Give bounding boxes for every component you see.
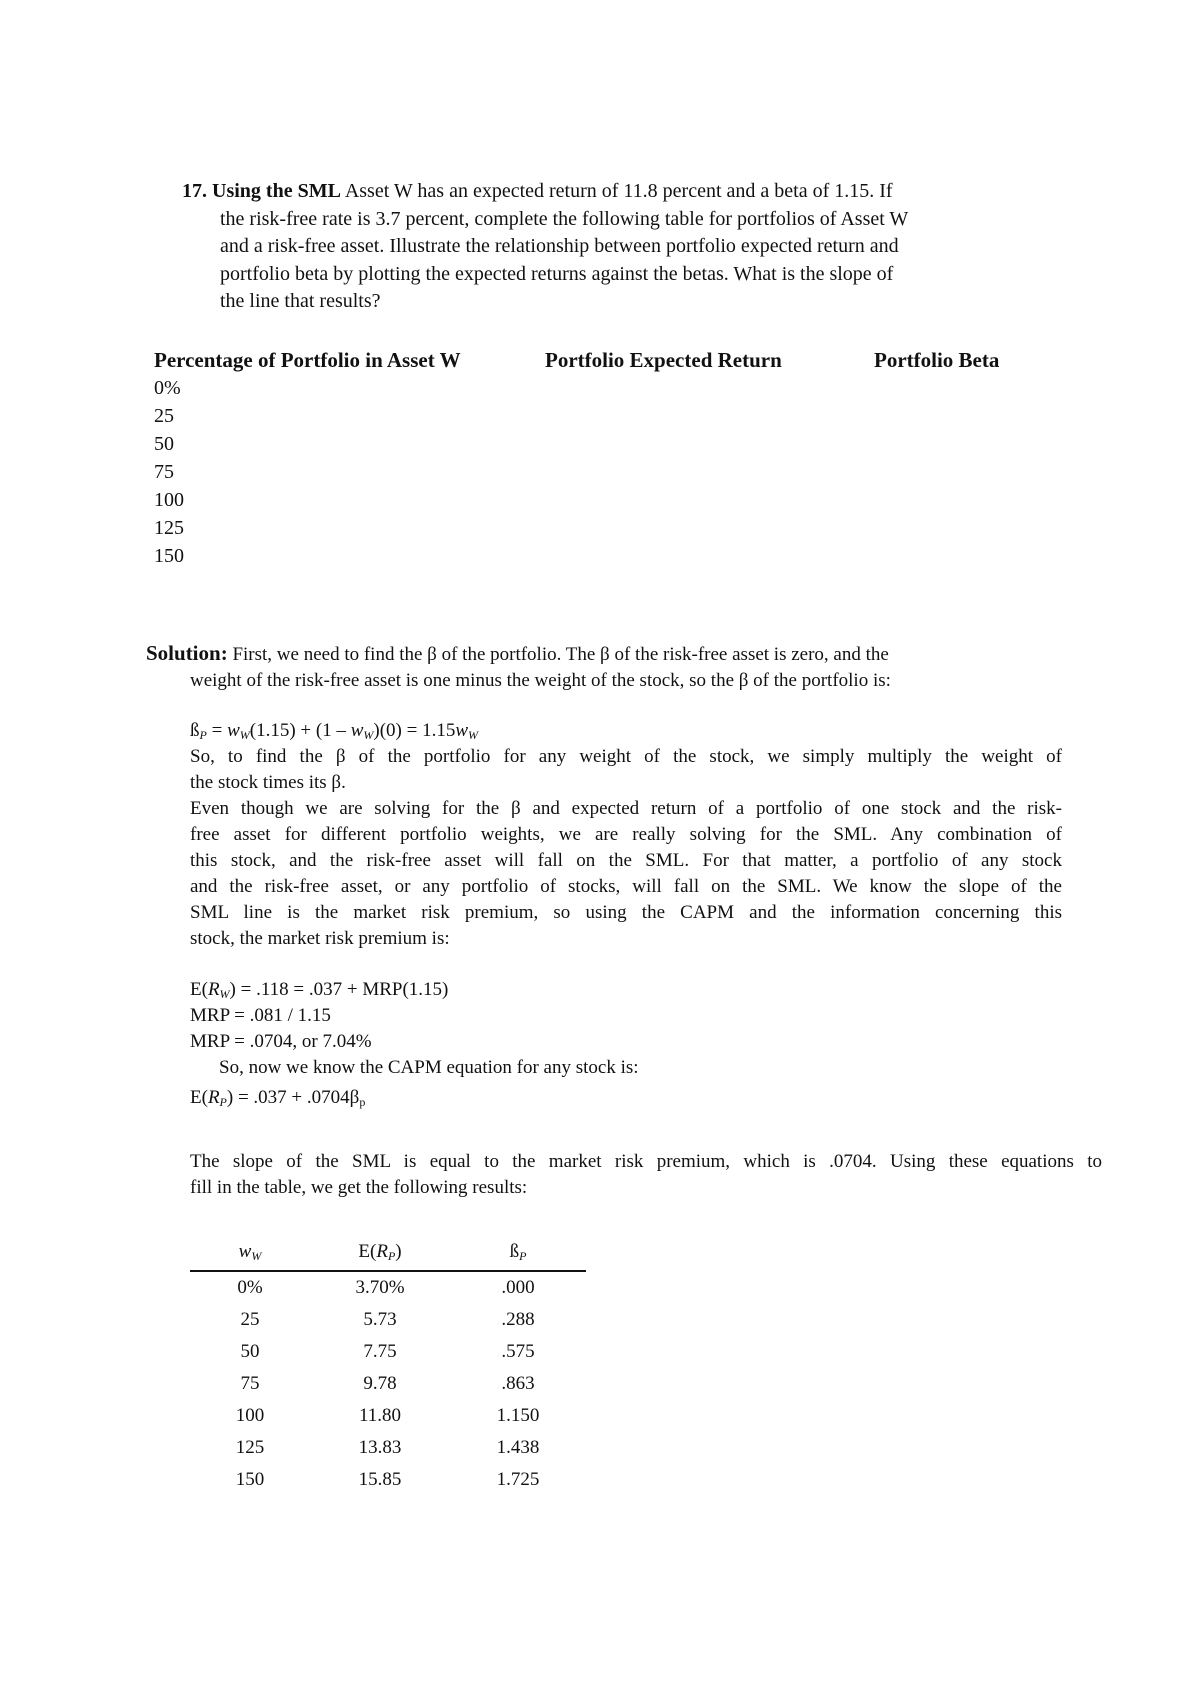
paragraph-line: The slope of the SML is equal to the market risk premium, which is .0704. Using these equations to bbox=[190, 1151, 1102, 1172]
table-row bbox=[190, 1304, 586, 1336]
expected-return-cell: 15.85 bbox=[358, 1469, 402, 1490]
table-row bbox=[190, 1368, 586, 1400]
beta-cell: 1.438 bbox=[496, 1437, 540, 1458]
table-row: 25 bbox=[154, 405, 174, 427]
beta-equation: $ß_P = w_W(1.15) + (1 - w_W)(0) = 1.15w_W$ bbox=[190, 720, 479, 742]
table-row: 125 bbox=[154, 517, 184, 539]
equation-mrp: MRP = .081 / 1.15 bbox=[190, 1005, 331, 1026]
beta-cell: 1.725 bbox=[496, 1469, 540, 1490]
expected-return-cell: 3.70% bbox=[355, 1277, 405, 1298]
problem-heading: Using the SML bbox=[212, 180, 341, 202]
table-row: 100 bbox=[154, 489, 184, 511]
beta-cell: 1.150 bbox=[496, 1405, 540, 1426]
table-row: 75 bbox=[154, 461, 174, 483]
paragraph-line: Even though we are solving for the β and expected return of a portfolio of one stock and the risk- bbox=[190, 798, 1062, 819]
weight-cell: 150 bbox=[235, 1469, 265, 1490]
paragraph-line: stock, the market risk premium is: bbox=[190, 928, 450, 949]
column-header-weight: $w_W$ bbox=[190, 1234, 310, 1271]
column-header-beta: $ß_P$ bbox=[450, 1234, 586, 1271]
paragraph-line: and the risk-free asset, or any portfolio of stocks, will fall on the SML. We know the slope of the bbox=[190, 876, 1062, 897]
column-header-expected-return: Portfolio Expected Return bbox=[545, 348, 782, 372]
problem-line: portfolio beta by plotting the expected returns against the betas. What is the slope of bbox=[220, 262, 894, 285]
expected-return-cell: 5.73 bbox=[363, 1309, 397, 1330]
solution-label: Solution: bbox=[146, 641, 228, 665]
equation-expected-return-w: $E(R_W) = .118 = .037 + MRP(1.15)$ bbox=[190, 979, 449, 1001]
beta-cell: .863 bbox=[501, 1373, 535, 1394]
paragraph-line: SML line is the market risk premium, so using the CAPM and the information concerning this bbox=[190, 902, 1062, 923]
problem-line: the line that results? bbox=[220, 290, 381, 312]
beta-cell: .000 bbox=[501, 1277, 535, 1298]
solution-text: First, we need to find the β of the portfolio. The β of the risk-free asset is zero, and the bbox=[232, 644, 889, 665]
capm-intro: So, now we know the CAPM equation for any stock is: bbox=[219, 1057, 639, 1078]
beta-cell: .288 bbox=[501, 1309, 535, 1330]
beta-cell: .575 bbox=[501, 1341, 535, 1362]
table-row: 0% bbox=[154, 377, 181, 399]
expected-return-cell: 7.75 bbox=[363, 1341, 397, 1362]
table-row: 150 bbox=[154, 545, 184, 567]
weight-cell: 0% bbox=[237, 1277, 263, 1298]
table-row bbox=[190, 1432, 586, 1464]
problem-first-line bbox=[182, 178, 1062, 206]
paragraph-line: free asset for different portfolio weights, we are really solving for the SML. Any combination of bbox=[190, 824, 1062, 845]
table-row bbox=[190, 1271, 586, 1304]
expected-return-cell: 13.83 bbox=[358, 1437, 402, 1458]
problem-line: the risk-free rate is 3.7 percent, complete the following table for portfolios of Asset W bbox=[220, 207, 909, 230]
paragraph-line: fill in the table, we get the following results: bbox=[190, 1177, 528, 1198]
table-header-row bbox=[190, 1234, 586, 1271]
paragraph-line: So, to find the β of the portfolio for any weight of the stock, we simply multiply the weight of bbox=[190, 746, 1062, 767]
table-row bbox=[190, 1336, 586, 1368]
expected-return-cell: 11.80 bbox=[358, 1405, 402, 1426]
table-row bbox=[190, 1464, 586, 1496]
results-table bbox=[190, 1234, 586, 1496]
weight-cell: 125 bbox=[235, 1437, 265, 1458]
paragraph-line: the stock times its β. bbox=[190, 772, 346, 793]
solution-first-line bbox=[146, 640, 1062, 668]
problem-line-1: Asset W has an expected return of 11.8 percent and a beta of 1.15. If bbox=[344, 180, 893, 202]
problem-line: and a risk-free asset. Illustrate the relationship between portfolio expected return and bbox=[220, 235, 899, 257]
column-header-beta: Portfolio Beta bbox=[874, 348, 1000, 372]
weight-cell: 25 bbox=[240, 1309, 260, 1330]
weight-cell: 100 bbox=[235, 1405, 265, 1426]
weight-cell: 75 bbox=[240, 1373, 260, 1394]
table-row bbox=[190, 1400, 586, 1432]
table-row: 50 bbox=[154, 433, 174, 455]
equation-mrp-result: MRP = .0704, or 7.04% bbox=[190, 1031, 372, 1052]
column-header-expected-return: $E(R_P)$ bbox=[310, 1234, 450, 1271]
paragraph-line: this stock, and the risk-free asset will fall on the SML. For that matter, a portfolio of any stock bbox=[190, 850, 1062, 871]
problem-number: 17. bbox=[182, 180, 207, 202]
solution-second-line: weight of the risk-free asset is one minus the weight of the stock, so the β of the portfolio is: bbox=[190, 670, 891, 691]
column-header-percentage: Percentage of Portfolio in Asset W bbox=[154, 348, 461, 372]
weight-cell: 50 bbox=[240, 1341, 260, 1362]
expected-return-cell: 9.78 bbox=[363, 1373, 397, 1394]
problem-statement bbox=[182, 178, 1062, 316]
capm-equation: $E(R_P) = .037 + .0704\beta_p$ bbox=[190, 1087, 366, 1109]
